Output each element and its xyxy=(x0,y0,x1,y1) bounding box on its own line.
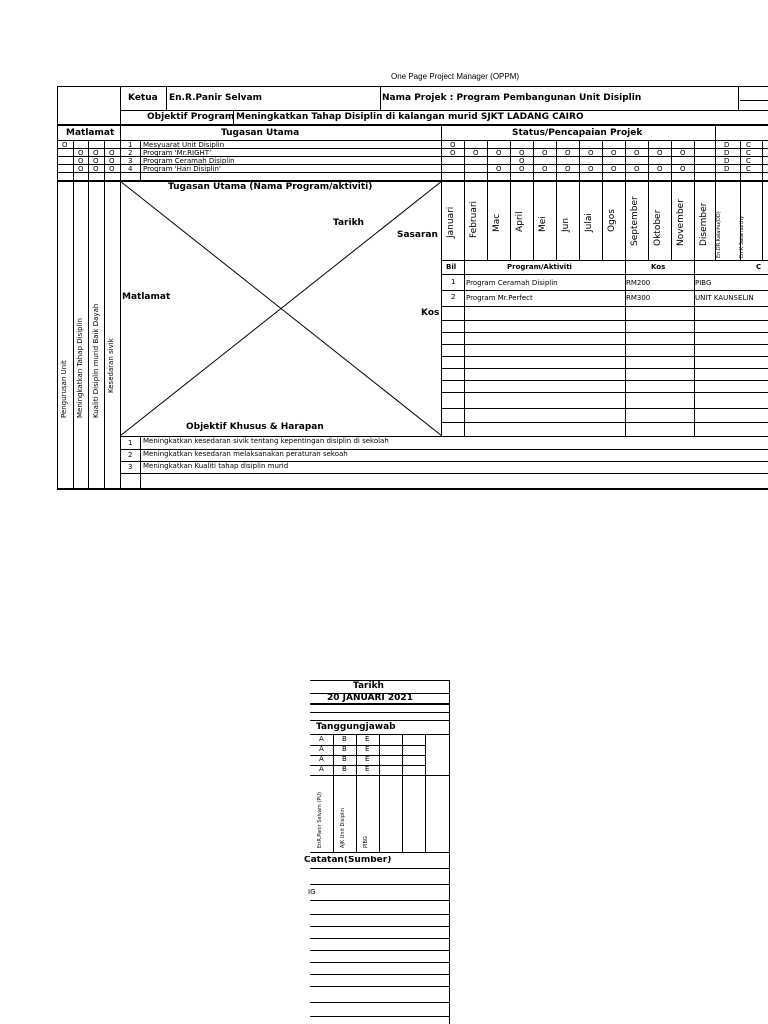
status-mark: O xyxy=(588,149,594,157)
matlamat-mark: O xyxy=(109,149,115,157)
matrix-bottom-label: Objektif Khusus & Harapan xyxy=(186,422,324,432)
resp-vertical-name: AJK Unit Disiplin xyxy=(340,808,346,848)
status-mark: O xyxy=(496,165,502,173)
month-label: Disember xyxy=(699,202,709,246)
task-no: 1 xyxy=(128,141,133,149)
catatan-label: Catatan(Sumber) xyxy=(304,856,392,865)
objective-text: Meningkatkan kesedaran sivik tentang kepentingan disiplin di sekolah xyxy=(143,437,389,445)
ketua-value: En.R.Panir Selvam xyxy=(169,93,262,103)
resp-cell: A xyxy=(319,755,324,763)
status-mark: O xyxy=(542,149,548,157)
owner-mark: D xyxy=(724,149,730,157)
owner-mark: C xyxy=(746,157,751,165)
status-mark: O xyxy=(565,149,571,157)
activity-header-bil: Bil xyxy=(446,263,457,271)
objective-text: Meningkatkan kesedaran melaksanakan peraturan sekoah xyxy=(143,450,348,458)
tanggungjawab-label: Tanggungjawab xyxy=(316,722,396,732)
objective-no: 3 xyxy=(128,463,133,471)
tarikh-label: Tarikh xyxy=(353,681,384,691)
matlamat-mark: O xyxy=(78,149,84,157)
status-mark: O xyxy=(634,149,640,157)
month-label: Januari xyxy=(446,206,456,238)
resp-cell: A xyxy=(319,745,324,753)
matlamat-mark: O xyxy=(93,149,99,157)
ketua-label: Ketua xyxy=(128,93,158,103)
month-label: Mac xyxy=(492,213,502,232)
activity-bil: 1 xyxy=(451,278,456,286)
status-mark: O xyxy=(542,165,548,173)
status-mark: O xyxy=(496,149,502,157)
matrix-kos-label: Kos xyxy=(421,308,440,318)
resp-cell: B xyxy=(342,755,347,763)
matlamat-mark: O xyxy=(109,157,115,165)
activity-header-program: Program/Aktiviti xyxy=(507,263,572,271)
owner-mark: C xyxy=(746,141,751,149)
objective-no: 1 xyxy=(128,439,133,447)
matrix-matlamat-label: Matlamat xyxy=(122,292,171,302)
matlamat-mark: O xyxy=(93,165,99,173)
status-mark: O xyxy=(680,149,686,157)
status-mark: O xyxy=(657,165,663,173)
owner-mark: D xyxy=(724,141,730,149)
owner-mark: C xyxy=(746,165,751,173)
month-label: Oktober xyxy=(653,209,663,246)
matlamat-label-2: Meningkatkan Tahap Disiplin xyxy=(76,318,84,418)
status-mark: O xyxy=(634,165,640,173)
matlamat-header: Matlamat xyxy=(66,128,115,138)
catatan-fragment: IG xyxy=(308,889,316,896)
objektif-label: Objektif Program xyxy=(147,112,235,122)
task-name: Program 'Hari Disiplin' xyxy=(143,165,221,173)
owner-mark: D xyxy=(724,165,730,173)
status-mark: O xyxy=(519,157,525,165)
status-mark: O xyxy=(450,141,456,149)
status-mark: O xyxy=(611,149,617,157)
activity-bil: 2 xyxy=(451,293,456,301)
owner-vertical-label: En.DR.Kalaihu(DD) xyxy=(716,211,722,258)
task-name: Mesyuarat Unit Disiplin xyxy=(143,141,225,149)
resp-vertical-name: PIBG xyxy=(363,836,369,848)
objektif-value: Meningkatkan Tahap Disiplin di kalangan murid SJKT LADANG CAIRO xyxy=(236,112,584,122)
month-label: April xyxy=(515,211,525,232)
month-label: Julai xyxy=(584,213,594,232)
month-label: September xyxy=(630,196,640,246)
month-label: Ogos xyxy=(607,209,617,232)
status-mark: O xyxy=(450,149,456,157)
status-mark: O xyxy=(473,149,479,157)
outer-left xyxy=(57,86,58,489)
resp-cell: A xyxy=(319,765,324,773)
resp-cell: E xyxy=(365,755,370,763)
page-title: One Page Project Manager (OPPM) xyxy=(391,72,520,81)
activity-header-kos: Kos xyxy=(651,263,666,271)
matlamat-mark: O xyxy=(78,157,84,165)
status-mark: O xyxy=(611,165,617,173)
task-no: 2 xyxy=(128,149,133,157)
matlamat-mark: O xyxy=(62,141,68,149)
status-mark: O xyxy=(519,165,525,173)
month-label: Jun xyxy=(561,217,571,232)
status-mark: O xyxy=(565,165,571,173)
outer-bottom xyxy=(57,488,768,490)
matlamat-mark: O xyxy=(93,157,99,165)
resp-cell: B xyxy=(342,735,347,743)
activity-catatan: UNIT KAUNSELIN xyxy=(695,295,754,302)
task-name: Program 'Mr.RIGHT' xyxy=(143,149,212,157)
outer-top xyxy=(57,86,768,87)
x-matrix xyxy=(120,181,442,437)
month-label: Februari xyxy=(469,200,479,238)
matrix-tarikh-label: Tarikh xyxy=(333,218,364,228)
resp-cell: B xyxy=(342,765,347,773)
activity-header-c: C xyxy=(756,263,762,271)
matrix-top-label: Tugasan Utama (Nama Program/aktiviti) xyxy=(168,182,373,192)
resp-cell: E xyxy=(365,745,370,753)
task-no: 3 xyxy=(128,157,133,165)
resp-vertical-name: EnR.Panir Selvam (PU) xyxy=(317,792,323,848)
matlamat-label-4: Kesedaran sivik xyxy=(107,338,115,393)
task-name: Program Ceramah Disiplin xyxy=(143,157,235,165)
tarikh-value: 20 JANUARI 2021 xyxy=(327,693,413,703)
activity-catatan: PIBG xyxy=(695,279,712,287)
owner-mark: D xyxy=(724,157,730,165)
matlamat-label-1: Pengurusan Unit xyxy=(60,360,68,418)
status-mark: O xyxy=(519,149,525,157)
resp-cell: B xyxy=(342,745,347,753)
status-header: Status/Pencapaian Projek xyxy=(512,128,643,138)
activity-kos: RM300 xyxy=(626,294,651,302)
matlamat-mark: O xyxy=(78,165,84,173)
objective-no: 2 xyxy=(128,451,133,459)
matrix-sasaran-label: Sasaran xyxy=(397,230,438,240)
project-name: Nama Projek : Program Pembangunan Unit Disiplin xyxy=(382,93,642,103)
owner-vertical-label: En.K.Satamurthy xyxy=(739,215,745,258)
objective-text: Meningkatkan Kualiti tahap disiplin murid xyxy=(143,462,289,470)
month-label: Mei xyxy=(538,216,548,232)
owner-mark: C xyxy=(746,149,751,157)
status-mark: O xyxy=(657,149,663,157)
matlamat-label-3: Kualiti Disiplin murid Baik Dayah xyxy=(92,303,100,418)
status-mark: O xyxy=(588,165,594,173)
activity-program: Program Ceramah Disiplin xyxy=(466,279,558,287)
status-mark: O xyxy=(680,165,686,173)
activity-program: Program Mr.Perfect xyxy=(466,294,533,302)
matlamat-mark: O xyxy=(109,165,115,173)
resp-cell: E xyxy=(365,765,370,773)
month-label: November xyxy=(676,199,686,246)
activity-kos: RM200 xyxy=(626,279,651,287)
resp-cell: A xyxy=(319,735,324,743)
task-no: 4 xyxy=(128,165,133,173)
resp-cell: E xyxy=(365,735,370,743)
tugasan-header: Tugasan Utama xyxy=(221,128,300,138)
